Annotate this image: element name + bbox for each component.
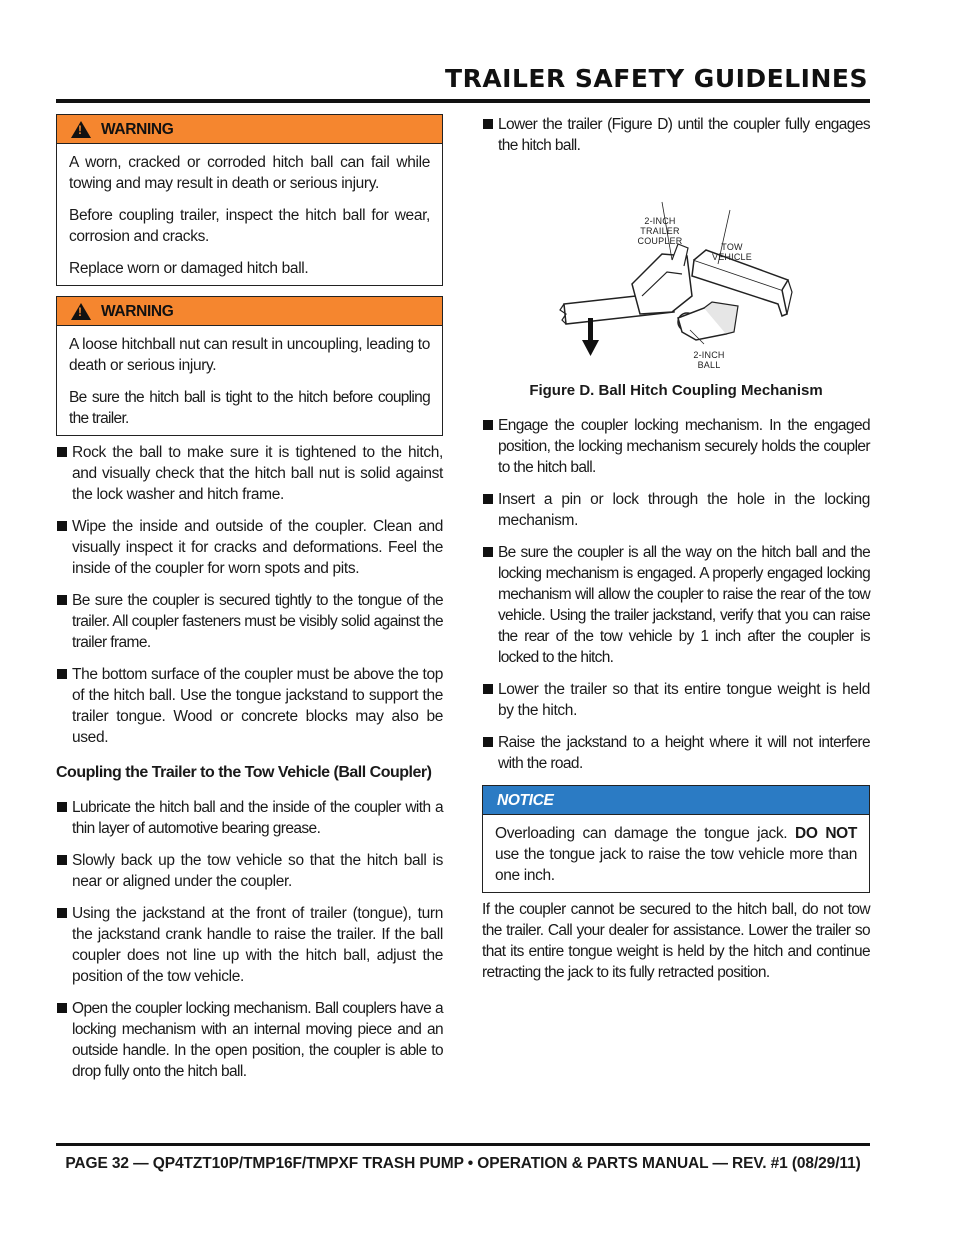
- warning-triangle-icon: [71, 303, 91, 320]
- bullet-item: Slowly back up the tow vehicle so that the hitch ball is near or aligned under the coupler.: [56, 850, 443, 892]
- warning-text: Before coupling trailer, inspect the hitch ball for wear, corrosion and cracks.: [69, 207, 430, 245]
- warning-text: Be sure the hitch ball is tight to the hitch before coupling the trailer.: [69, 389, 430, 427]
- footer-rule: [56, 1143, 870, 1146]
- notice-label: NOTICE: [497, 791, 554, 809]
- warning-text: Replace worn or damaged hitch ball.: [69, 260, 309, 277]
- bullet-item: Raise the jackstand to a height where it will not interfere with the road.: [482, 732, 870, 774]
- bullet-item: Be sure the coupler is all the way on the hitch ball and the locking mechanism is engaged. A properly engaged locking mechanism will allow the coupler to raise the rear of the tow vehicle. Using the trailer jackstand, verify that you can raise the rear of the tow vehicle by 1 inch after the coupler is locked to the hitch.: [482, 542, 870, 668]
- bullet-item: Engage the coupler locking mechanism. In the engaged position, the locking mechanism securely holds the coupler to the hitch ball.: [482, 415, 870, 478]
- left-column: [56, 114, 443, 1093]
- warning-text: A worn, cracked or corroded hitch ball can fail while towing and may result in death or serious injury.: [69, 154, 430, 192]
- warning-triangle-icon: [71, 121, 91, 138]
- warning-header: [57, 297, 442, 326]
- notice-text: Overloading can damage the tongue jack. DO NOT use the tongue jack to raise the tow vehicle more than one inch.: [495, 825, 857, 884]
- warning-body: [57, 326, 442, 435]
- warning-body: [57, 144, 442, 285]
- bullet-item: Rock the ball to make sure it is tightened to the hitch, and visually check that the hitch ball nut is solid against the lock washer and hitch frame.: [56, 442, 443, 505]
- bullet-item: Wipe the inside and outside of the coupler. Clean and visually inspect it for cracks and deformations. Feel the inside of the coupler for worn spots and pits.: [56, 516, 443, 579]
- bullet-item: Be sure the coupler is secured tightly to the tongue of the trailer. All coupler fasteners must be visibly solid against the trailer frame.: [56, 590, 443, 653]
- page-title: TRAILER SAFETY GUIDELINES: [445, 64, 868, 93]
- bullet-item: Lubricate the hitch ball and the inside of the coupler with a thin layer of automotive bearing grease.: [56, 797, 443, 839]
- right-column: [482, 114, 870, 983]
- notice-header: [483, 786, 869, 815]
- warning-box-hitchball-nut: [56, 296, 443, 436]
- bullet-item: Open the coupler locking mechanism. Ball couplers have a locking mechanism with an internal moving piece and an outside handle. In the open position, the coupler is able to drop fully onto the hitch ball.: [56, 998, 443, 1082]
- notice-body: [483, 815, 869, 892]
- label-tow-vehicle: TOW VEHICLE: [712, 242, 752, 262]
- warning-header: [57, 115, 442, 144]
- bullet-item: Lower the trailer so that its entire tongue weight is held by the hitch.: [482, 679, 870, 721]
- label-hitch-ball: 2-INCH BALL: [693, 350, 725, 370]
- figure-caption: Figure D. Ball Hitch Coupling Mechanism: [529, 382, 823, 399]
- bullet-item: Lower the trailer (Figure D) until the coupler fully engages the hitch ball.: [482, 114, 870, 156]
- warning-label: WARNING: [101, 120, 174, 138]
- figure-ball-hitch: [482, 164, 870, 370]
- label-trailer-coupler: 2-INCH TRAILER COUPLER: [637, 216, 683, 246]
- warning-box-hitch-ball: [56, 114, 443, 286]
- closing-paragraph: If the coupler cannot be secured to the hitch ball, do not tow the trailer. Call your dealer for assistance. Lower the trailer so that its entire tongue weight is held by the hitch and continue retracting the jack to its fully retracted position.: [482, 901, 870, 981]
- bullet-item: Insert a pin or lock through the hole in the locking mechanism.: [482, 489, 870, 531]
- bullet-item: The bottom surface of the coupler must be above the top of the hitch ball. Use the tongue jackstand to support the trailer tongue. Wood or concrete blocks may also be used.: [56, 664, 443, 748]
- warning-text: A loose hitchball nut can result in uncoupling, leading to death or serious injury.: [69, 336, 430, 374]
- bullet-item: Using the jackstand at the front of trailer (tongue), turn the jackstand crank handle to raise the trailer. If the ball coupler does not line up with the hitch ball, adjust the position of the tow vehicle.: [56, 903, 443, 987]
- notice-box: [482, 785, 870, 893]
- warning-label: WARNING: [101, 302, 174, 320]
- ball-hitch-illustration: [482, 164, 870, 364]
- header-rule: [56, 99, 870, 103]
- section-subheading: Coupling the Trailer to the Tow Vehicle (Ball Coupler): [56, 764, 432, 781]
- page-footer: PAGE 32 — QP4TZT10P/TMP16F/TMPXF TRASH PUMP • OPERATION & PARTS MANUAL — REV. #1 (08/29/11): [65, 1155, 861, 1172]
